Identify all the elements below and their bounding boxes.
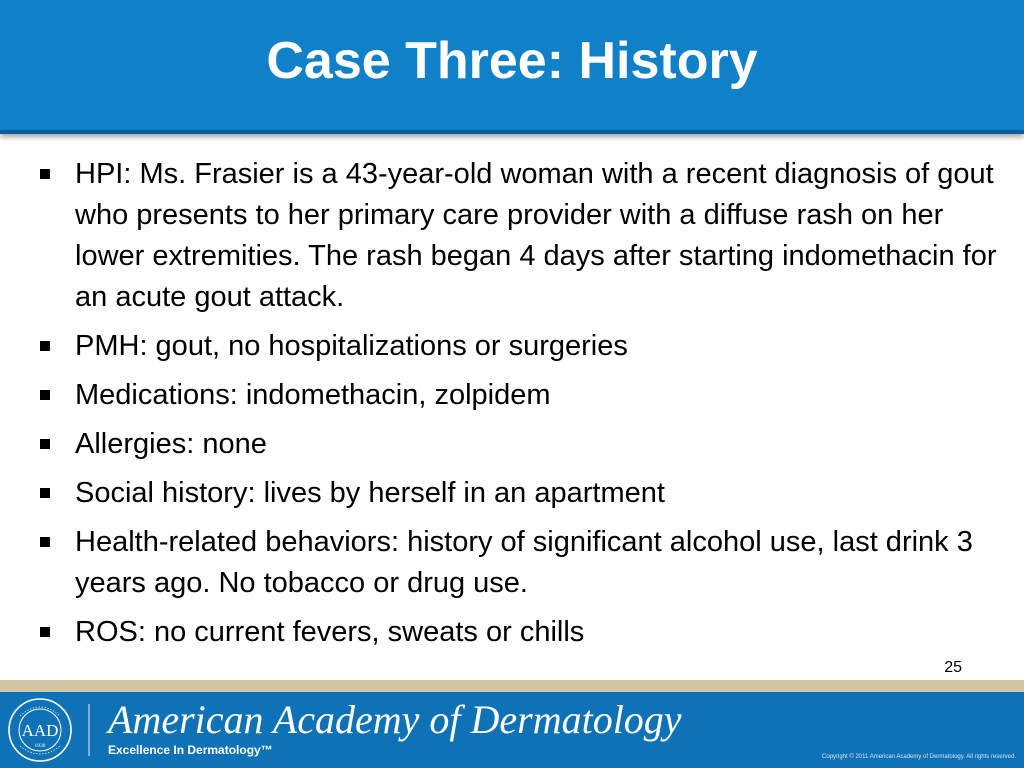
square-bullet-icon [40,390,50,400]
bullet-item-allergies [38,424,998,465]
footer-divider [88,704,90,756]
bullet-text: Social history: lives by herself in an apartment [75,477,665,509]
bullet-list [38,154,998,661]
page-number: 25 [944,659,962,676]
footer-banner [0,692,1024,768]
logo-monogram: AAD [21,721,59,740]
square-bullet-icon [40,341,50,351]
square-bullet-icon [40,169,50,179]
square-bullet-icon [40,439,50,449]
bullet-item-hpi [38,154,998,318]
bullet-text: Medications: indomethacin, zolpidem [75,379,551,411]
square-bullet-icon [40,627,50,637]
bullet-text: Health-related behaviors: history of significant alcohol use, last drink 3 years ago. No tobacco or drug use. [75,526,973,599]
slide-header [0,0,1024,134]
square-bullet-icon [40,488,50,498]
slide-title: Case Three: History [266,32,758,90]
bullet-item-pmh [38,326,998,367]
brand-name: American Academy of Dermatology [108,697,682,742]
brand-tagline: Excellence In Dermatology™ [108,743,273,757]
bullet-text: ROS: no current fevers, sweats or chills [75,616,585,648]
bullet-text: HPI: Ms. Frasier is a 43-year-old woman with a recent diagnosis of gout who presents to her primary care provider with a diffuse rash on her lower extremities. The rash began 4 days after starting indomethacin for an acute gout attack. [75,158,997,313]
bullet-item-health-behaviors [38,522,998,604]
footer-accent-strip [0,680,1024,692]
bullet-item-social-history [38,473,998,514]
aad-seal-logo [6,696,74,764]
bullet-text: PMH: gout, no hospitalizations or surgeries [75,330,628,362]
bullet-item-medications [38,375,998,416]
logo-year: 1938 [34,743,46,749]
bullet-text: Allergies: none [75,428,267,460]
bullet-item-ros [38,612,998,653]
copyright-notice: Copyright © 2011 American Academy of Dermatology. All rights reserved. [822,754,1016,760]
square-bullet-icon [40,537,50,547]
